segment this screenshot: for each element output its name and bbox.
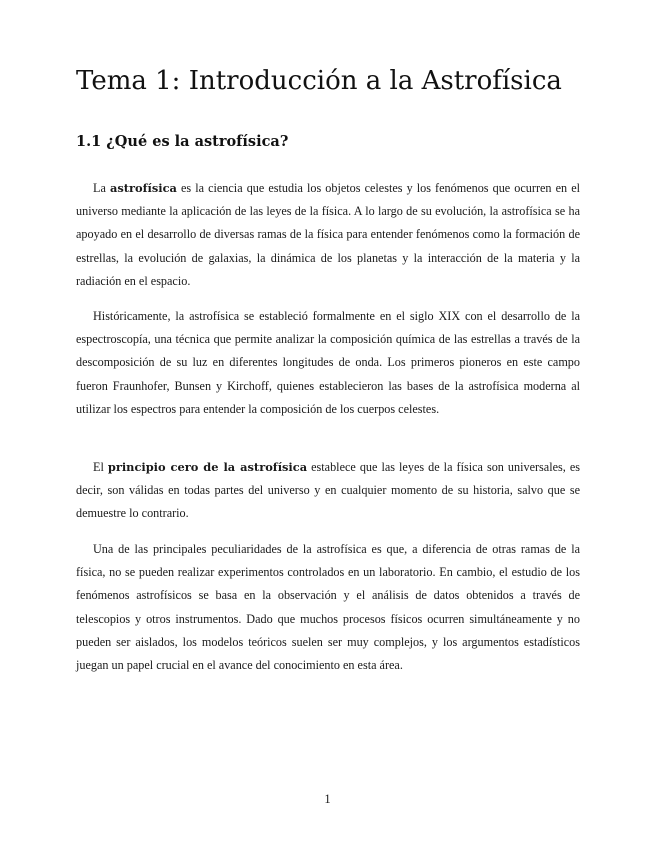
paragraph-text: establece que las leyes de la física son universales, es decir, son válidas en todas partes del universo y en cualquier momento de su historia, salvo que se demuestre lo contrario. <box>76 460 580 521</box>
paragraph-text: es la ciencia que estudia los objetos celestes y los fenómenos que ocurren en el universo mediante la aplicación de las leyes de la física. A lo largo de su evolución, la astrofísica se ha apoyado en el desarrollo de diversas ramas de la física para entender fenómenos como la formación de estrellas, la evolución de galaxias, la dinámica de los planetas y la interacción de la materia y la radiación en el espacio. <box>76 181 580 288</box>
section-heading: 1.1 ¿Qué es la astrofísica? <box>76 133 289 150</box>
paragraph-text: El <box>93 460 108 474</box>
paragraph-definition <box>76 177 580 293</box>
bold-term: astrofísica <box>109 181 177 195</box>
bold-term: principio cero de la astrofísica <box>107 460 308 474</box>
paragraph-peculiarities: Una de las principales peculiaridades de la astrofísica es que, a diferencia de otras ramas de la física, no se pueden realizar experimentos controlados en un laboratorio. En cambio, el estudio de los fenómenos astrofísicos se basa en la observación y el análisis de datos obtenidos a través de telescopios y otros instrumentos. Dado que muchos procesos físicos ocurren simultáneamente y no pueden ser aislados, los modelos teóricos suelen ser muy complejos, y los argumentos estadísticos juegan un papel crucial en el avance del conocimiento en esta área. <box>76 542 580 673</box>
page-title: Tema 1: Introducción a la Astrofísica <box>76 66 562 96</box>
paragraph-principle <box>76 456 580 526</box>
paragraph-text: La <box>93 181 110 195</box>
page-number: 1 <box>324 792 331 806</box>
paragraph-history: Históricamente, la astrofísica se estableció formalmente en el siglo XIX con el desarrollo de la espectroscopía, una técnica que permite analizar la composición química de las estrellas a través de la descomposición de su luz en diferentes longitudes de onda. Los primeros pioneros en este campo fueron Fraunhofer, Bunsen y Kirchoff, quienes establecieron las bases de la astrofísica moderna al utilizar los espectros para entender la composición de los cuerpos celestes. <box>76 309 580 416</box>
